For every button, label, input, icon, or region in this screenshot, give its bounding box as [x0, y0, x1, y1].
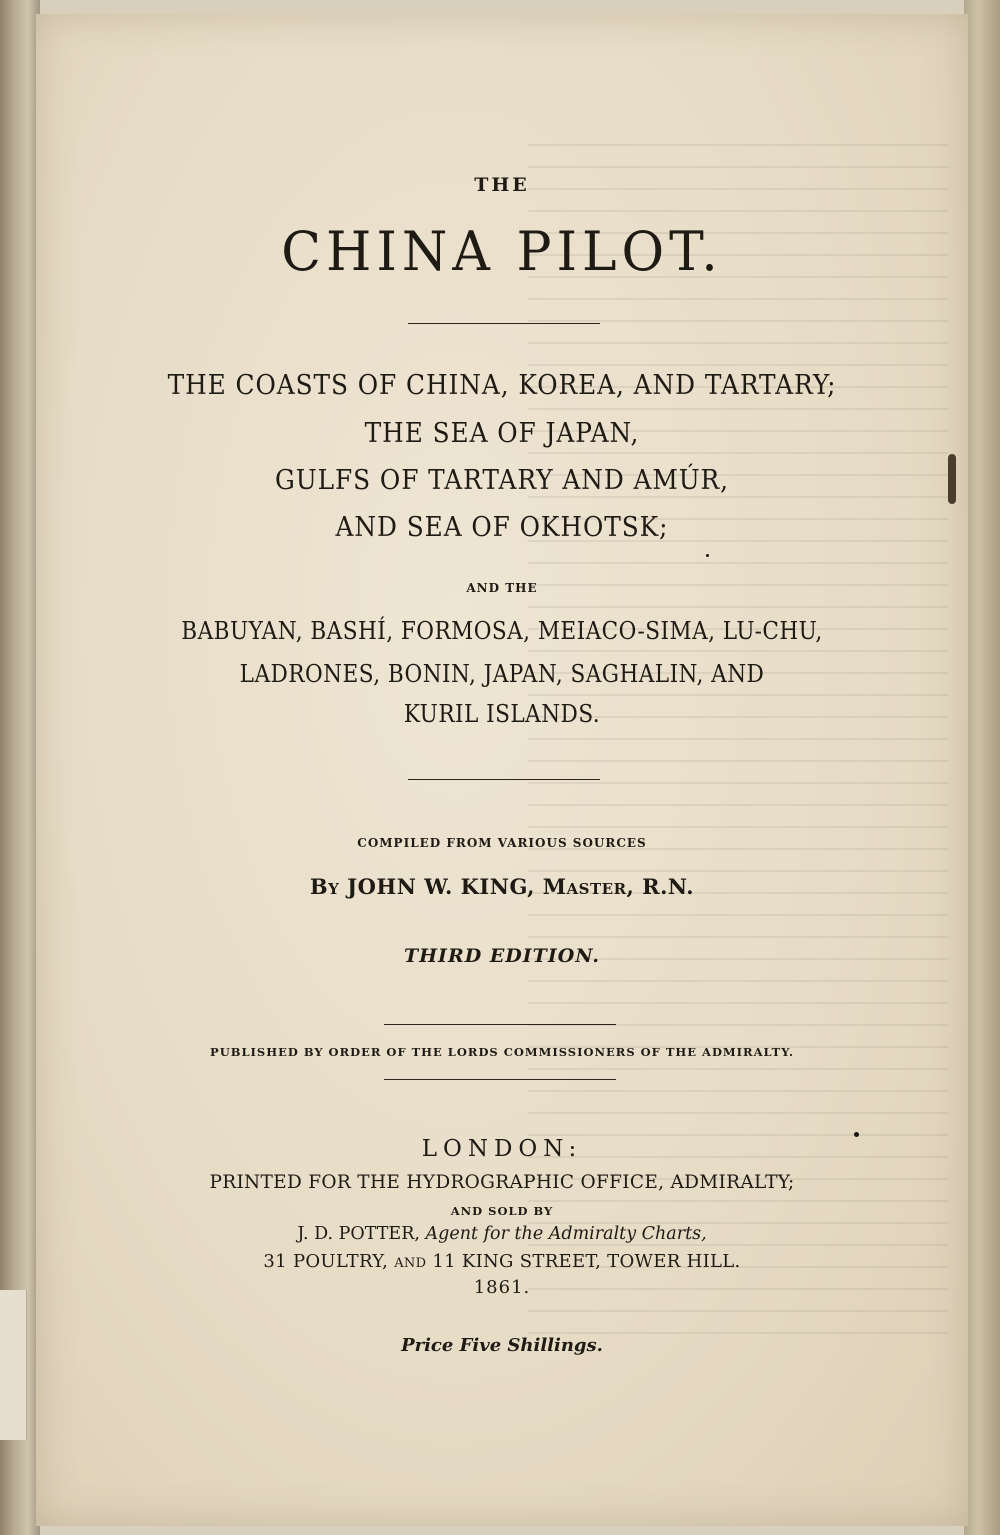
imprint-printed: PRINTED FOR THE HYDROGRAPHIC OFFICE, ADMIRALTY;	[209, 1172, 795, 1193]
edition-label: THIRD EDITION.	[403, 945, 601, 967]
compiled-note: COMPILED FROM VARIOUS SOURCES	[357, 836, 647, 850]
book-title: CHINA PILOT.	[281, 220, 723, 284]
imprint-address-and: and	[394, 1251, 427, 1272]
imprint-publisher: J. D. POTTER,	[297, 1224, 420, 1244]
price-label: Price Five Shillings.	[401, 1335, 603, 1356]
imprint-address-2: 11 KING STREET, TOWER HILL.	[432, 1251, 741, 1272]
divider-rule	[408, 779, 600, 780]
islands-line: BABUYAN, BASHÍ, FORMOSA, MEIACO-SIMA, LU-CHU,	[181, 617, 823, 645]
divider-rule	[408, 323, 600, 324]
book-right-edge	[964, 0, 1000, 1535]
subtitle-line: AND SEA OF OKHOTSK;	[335, 512, 669, 543]
and-the-label: AND THE	[466, 581, 538, 595]
author-by: By	[309, 874, 340, 899]
islands-line: KURIL ISLANDS.	[403, 700, 601, 728]
imprint-year: 1861.	[473, 1277, 531, 1298]
imprint-publisher-line	[36, 1224, 968, 1244]
title-page-content	[36, 14, 968, 1526]
imprint-sold-by: AND SOLD BY	[450, 1204, 554, 1218]
imprint-city: LONDON:	[421, 1136, 583, 1162]
islands-line: LADRONES, BONIN, JAPAN, SAGHALIN, AND	[239, 660, 765, 688]
published-note: PUBLISHED BY ORDER OF THE LORDS COMMISSIONERS OF THE ADMIRALTY.	[210, 1045, 794, 1059]
imprint-address-line	[36, 1251, 968, 1272]
book-left-edge	[0, 0, 40, 1535]
divider-rule	[384, 1024, 616, 1025]
imprint-publisher-role: Agent for the Admiralty Charts,	[425, 1224, 707, 1244]
title-page	[36, 14, 968, 1526]
author-name: JOHN W. KING,	[347, 874, 535, 899]
title-article: THE	[474, 174, 530, 196]
author-service: R.N.	[642, 874, 695, 899]
subtitle-line: THE SEA OF JAPAN,	[364, 418, 640, 449]
subtitle-line: THE COASTS OF CHINA, KOREA, AND TARTARY;	[167, 370, 837, 401]
page-tab	[0, 1290, 27, 1440]
author-line	[36, 874, 968, 899]
author-rank: Master,	[542, 874, 635, 899]
subtitle-line: GULFS OF TARTARY AND AMÚR,	[274, 465, 730, 496]
divider-rule	[384, 1079, 616, 1080]
imprint-address-1: 31 POULTRY,	[263, 1251, 389, 1272]
